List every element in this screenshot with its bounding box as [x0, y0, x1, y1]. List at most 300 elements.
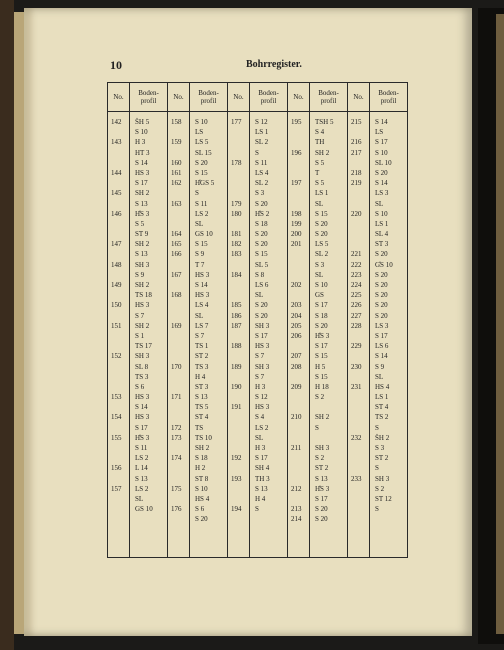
- page-number: 10: [110, 58, 122, 72]
- borehole-number: 208: [291, 362, 302, 371]
- borehole-number: [171, 300, 188, 310]
- borehole-number: 161: [171, 168, 182, 177]
- soil-profile-entry: TH: [315, 138, 325, 147]
- borehole-number: [351, 188, 368, 198]
- borehole-number: 226: [351, 301, 362, 310]
- borehole-number: 158: [171, 118, 182, 126]
- soil-profile-entry: TH 3: [255, 474, 270, 483]
- borehole-number: [111, 402, 128, 412]
- borehole-number: [111, 148, 128, 158]
- borehole-number: 186: [231, 311, 242, 320]
- borehole-number: 215: [351, 118, 362, 126]
- soil-profile-entry: HS 3: [135, 301, 150, 310]
- soil-profile-entry: SH 3: [135, 260, 150, 269]
- soil-profile-entry: S 12: [255, 393, 268, 402]
- soil-profile-entry: TS 17: [135, 342, 152, 351]
- borehole-number: 220: [351, 209, 362, 218]
- soil-profile-entry: S: [195, 189, 199, 198]
- soil-profile-entry: S 20: [375, 311, 388, 320]
- borehole-number: 196: [291, 148, 302, 157]
- borehole-number: [351, 463, 368, 473]
- soil-profile-entry: S 13: [315, 474, 328, 483]
- soil-profile-entry: LS 2: [135, 454, 149, 463]
- soil-profile-entry: S 20: [315, 321, 328, 330]
- soil-profile-entry: H 5: [315, 362, 326, 371]
- borehole-number: [291, 127, 308, 137]
- borehole-number: 146: [111, 209, 122, 218]
- borehole-number: [351, 331, 368, 341]
- borehole-number: [231, 412, 248, 422]
- borehole-number: [171, 402, 188, 412]
- borehole-number: [111, 127, 128, 137]
- soil-profile-entry: ST 2: [315, 464, 329, 473]
- borehole-number: 151: [111, 321, 122, 330]
- soil-profile-entry: TSH 5: [315, 118, 334, 126]
- soil-profile-entry: S 20: [375, 270, 388, 279]
- soil-profile-entry: T: [315, 168, 320, 177]
- soil-profile-entry: S 17: [315, 342, 328, 351]
- soil-profile-entry: H̊S 3: [135, 209, 150, 218]
- soil-profile-entry: S 6: [135, 382, 145, 391]
- borehole-number: [351, 453, 368, 463]
- soil-profile-entry: S 17: [315, 494, 328, 503]
- soil-profile-entry: SL: [255, 291, 264, 300]
- borehole-number: 173: [171, 433, 182, 442]
- borehole-number: 185: [231, 301, 242, 310]
- borehole-number: [171, 311, 188, 321]
- borehole-number: [231, 433, 248, 443]
- soil-profile-entry: S 20: [195, 515, 208, 524]
- borehole-number: [171, 188, 188, 198]
- soil-profile-entry: G̊S 10: [375, 260, 393, 269]
- borehole-number: 224: [351, 281, 362, 289]
- borehole-number: [291, 158, 308, 168]
- borehole-number: 191: [231, 403, 242, 412]
- soil-profile-entry: GS 10: [195, 230, 213, 239]
- borehole-number: 223: [351, 270, 362, 279]
- soil-profile-entry: S 15: [255, 250, 268, 259]
- borehole-number: 160: [171, 158, 182, 167]
- soil-profile-entry: SL: [195, 311, 204, 320]
- borehole-number: 189: [231, 362, 242, 371]
- header-profile: [310, 83, 348, 112]
- header-profile-line: profil: [200, 97, 217, 105]
- borehole-number: 202: [291, 281, 302, 289]
- soil-profile-entry: S 2: [375, 484, 385, 493]
- soil-profile-entry: SL 5: [255, 260, 269, 269]
- soil-profile-entry: S 11: [255, 158, 268, 167]
- header-profile-line: profil: [140, 97, 157, 105]
- borehole-number: [231, 148, 248, 158]
- soil-profile-entry: S 7: [255, 372, 265, 381]
- header-profile: [130, 83, 168, 112]
- soil-profile-entry: S 14: [135, 158, 148, 167]
- borehole-number: [231, 137, 248, 147]
- soil-profile-entry: SL: [375, 372, 384, 381]
- soil-profile-entry: SL 10: [375, 158, 392, 167]
- borehole-number: 170: [171, 362, 182, 371]
- soil-profile-entry: ST 12: [375, 494, 392, 503]
- borehole-number: 210: [291, 413, 302, 422]
- borehole-number: 227: [351, 311, 362, 320]
- borehole-number: [171, 148, 188, 158]
- soil-profile-entry: S 2: [315, 454, 325, 463]
- soil-profile-entry: H 4: [195, 372, 206, 381]
- borehole-number: 205: [291, 321, 302, 330]
- borehole-number: [171, 382, 188, 392]
- soil-profile-entry: S 10: [195, 484, 208, 493]
- soil-profile-entry: SH 2: [135, 240, 150, 249]
- book-spine-left: [0, 0, 14, 650]
- borehole-number: [291, 494, 308, 504]
- soil-profile-entry: S: [315, 423, 319, 432]
- soil-profile-entry: S 12: [255, 118, 268, 126]
- borehole-number: 204: [291, 311, 302, 320]
- header-profile-line: Boden-: [378, 89, 399, 97]
- soil-profile-entry: SL 15: [195, 148, 212, 157]
- borehole-number: [291, 137, 308, 147]
- soil-profile-entry: HS 3: [135, 168, 150, 177]
- soil-profile-entry: SL: [315, 270, 324, 279]
- soil-profile-entry: SL 8: [135, 362, 149, 371]
- soil-profile-entry: SH 2: [315, 148, 330, 157]
- soil-profile-entry: H 18: [315, 382, 329, 391]
- borehole-number: [111, 199, 128, 209]
- borehole-number: 209: [291, 382, 302, 391]
- borehole-number: 174: [171, 454, 182, 463]
- soil-profile-entry: LS 6: [375, 342, 389, 351]
- header-profile: [190, 83, 228, 112]
- soil-profile-entry: SH 2: [135, 189, 150, 198]
- soil-profile-entry: SH 2: [135, 321, 150, 330]
- soil-profile-entry: S̈H 2: [375, 433, 390, 442]
- soil-profile-entry: S 10: [375, 148, 388, 157]
- borehole-number: 217: [351, 148, 362, 157]
- soil-profile-entry: HT 3: [135, 148, 150, 157]
- soil-profile-entry: LS 2: [255, 423, 269, 432]
- soil-profile-entry: ST 9: [135, 230, 149, 239]
- borehole-number: [291, 341, 308, 351]
- borehole-number: 162: [171, 179, 182, 188]
- borehole-number: [111, 331, 128, 341]
- soil-profile-entry: S 13: [135, 474, 148, 483]
- soil-profile-entry: [312, 433, 346, 443]
- header-no: No.: [228, 83, 250, 112]
- soil-profile-entry: LS 1: [375, 219, 389, 228]
- soil-profile-entry: LS 5: [195, 138, 209, 147]
- soil-profile-entry: S 7: [135, 311, 145, 320]
- soil-profile-entry: S 3: [375, 444, 385, 452]
- borehole-number: [171, 341, 188, 351]
- soil-profile-entry: SL 2: [315, 250, 329, 259]
- soil-profile-entry: SL: [315, 199, 324, 208]
- soil-profile-entry: H̊S 2: [255, 209, 270, 218]
- borehole-number: 221: [351, 250, 362, 259]
- soil-profile-entry: S 17: [135, 423, 148, 432]
- soil-profile-entry: S 10: [315, 281, 328, 289]
- borehole-number: 231: [351, 382, 362, 391]
- borehole-number: 153: [111, 393, 122, 402]
- borehole-number: [231, 260, 248, 270]
- soil-profile-entry: S 17: [255, 454, 268, 463]
- borehole-number: [231, 372, 248, 382]
- header-no: No.: [288, 83, 310, 112]
- borehole-number: [231, 178, 248, 188]
- soil-profile-entry: S 11: [135, 444, 148, 452]
- soil-profile-entry: H̊S 3: [135, 433, 150, 442]
- soil-profile-entry: S 13: [135, 199, 148, 208]
- soil-profile-entry: GS: [315, 291, 324, 300]
- borehole-number: [171, 474, 188, 484]
- soil-profile-entry: HS 3: [195, 291, 210, 300]
- header-no: No.: [108, 83, 130, 112]
- borehole-number: 142: [111, 118, 122, 126]
- borehole-number: [351, 239, 368, 249]
- soil-profile-entry: HS 3: [135, 413, 150, 422]
- borehole-number: 175: [171, 484, 182, 493]
- borehole-number: [291, 392, 308, 402]
- soil-profile-entry: S 18: [255, 219, 268, 228]
- soil-profile-entry: SL: [375, 199, 384, 208]
- borehole-number: [231, 423, 248, 433]
- soil-profile-entry: S 11: [195, 199, 208, 208]
- soil-profile-entry: S 5: [315, 158, 325, 167]
- soil-profile-entry: LS 1: [375, 393, 389, 402]
- header-no: No.: [348, 83, 370, 112]
- header-profile-line: profil: [320, 97, 337, 105]
- borehole-number: [231, 280, 248, 290]
- borehole-number: 219: [351, 179, 362, 188]
- soil-profile-entry: H 2: [195, 464, 206, 473]
- borehole-number: 155: [111, 433, 122, 442]
- borehole-number: 156: [111, 464, 122, 473]
- soil-profile-entry: ST 4: [375, 403, 389, 412]
- soil-profile-entry: S 20: [375, 281, 388, 289]
- soil-profile-entry: S 1: [135, 331, 145, 340]
- soil-profile-entry: TS: [195, 423, 204, 432]
- soil-profile-entry: SL 4: [375, 230, 389, 239]
- soil-profile-entry: S 13: [135, 250, 148, 259]
- soil-profile-entry: TS 3: [135, 372, 149, 381]
- soil-profile-entry: S 20: [255, 301, 268, 310]
- soil-profile-entry: S 18: [315, 311, 328, 320]
- borehole-number: 167: [171, 270, 182, 279]
- borehole-number: 179: [231, 199, 242, 208]
- header-profile-line: Boden-: [318, 89, 339, 97]
- soil-profile-entry: SL 2: [255, 179, 269, 188]
- borehole-number: [171, 443, 188, 453]
- soil-profile-entry: S: [375, 464, 379, 473]
- borehole-number: 187: [231, 321, 242, 330]
- soil-profile-entry: S 10: [195, 118, 208, 126]
- soil-profile-entry: TS 3: [195, 362, 209, 371]
- soil-profile-entry: S 13: [255, 484, 268, 493]
- soil-profile-entry: S 7: [195, 331, 205, 340]
- soil-profile-entry: S 17: [375, 331, 388, 340]
- borehole-number: [291, 290, 308, 300]
- soil-profile-entry: SH 2: [195, 444, 210, 452]
- soil-profile-entry: S 14: [375, 352, 388, 361]
- soil-profile-entry: S 3: [255, 189, 265, 198]
- borehole-number: [291, 402, 308, 412]
- soil-profile-entry: S 6: [195, 505, 205, 514]
- borehole-register-table: [107, 82, 408, 558]
- borehole-number: 177: [231, 118, 242, 126]
- soil-profile-entry: SH 2: [315, 413, 330, 422]
- soil-profile-entry: S 17: [135, 179, 148, 188]
- soil-profile-entry: S 17: [315, 301, 328, 310]
- borehole-number: [291, 463, 308, 473]
- borehole-number: 207: [291, 352, 302, 361]
- borehole-number: [351, 402, 368, 412]
- borehole-number: 165: [171, 240, 182, 249]
- header-profile-line: profil: [260, 97, 277, 105]
- borehole-number: 195: [291, 118, 302, 126]
- borehole-number: [111, 382, 128, 392]
- soil-profile-entry: ST 8: [195, 474, 209, 483]
- borehole-number: [171, 127, 188, 137]
- soil-profile-entry: TS 18: [135, 291, 152, 300]
- soil-profile-entry: LS 2: [135, 484, 149, 493]
- borehole-number: 222: [351, 260, 362, 269]
- soil-profile-entry: LS 7: [195, 321, 209, 330]
- header-profile-line: Boden-: [198, 89, 219, 97]
- soil-profile-entry: LS: [375, 128, 384, 137]
- borehole-number: 201: [291, 240, 302, 249]
- soil-profile-entry: S: [375, 423, 379, 432]
- soil-profile-entry: S 5: [135, 219, 145, 228]
- borehole-numbers-col-1: [108, 112, 130, 558]
- borehole-number: [171, 463, 188, 473]
- borehole-number: [231, 188, 248, 198]
- borehole-number: 218: [351, 168, 362, 177]
- soil-profile-entry: S 15: [195, 168, 208, 177]
- borehole-number: [291, 433, 308, 443]
- borehole-numbers-col-4: [288, 112, 310, 558]
- soil-profile-entry: L 14: [135, 464, 148, 473]
- borehole-number: 145: [111, 189, 122, 198]
- soil-profile-entry: S 20: [375, 168, 388, 177]
- borehole-number: 206: [291, 331, 302, 340]
- borehole-number: [231, 219, 248, 229]
- borehole-number: 147: [111, 240, 122, 249]
- soil-profile-entry: S 4: [255, 413, 265, 422]
- soil-profile-entry: S 7: [255, 352, 265, 361]
- soil-profile-entry: T 7: [195, 260, 205, 269]
- soil-profile-entry: ST 2: [375, 454, 389, 463]
- soil-profile-entry: S 3: [315, 260, 325, 269]
- borehole-number: [351, 443, 368, 453]
- soil-profile-entry: S 5: [315, 179, 325, 188]
- borehole-numbers-col-3: [228, 112, 250, 558]
- soil-profile-entry: S 20: [255, 230, 268, 239]
- soil-profile-entry: SH 3: [255, 321, 270, 330]
- borehole-number: 203: [291, 301, 302, 310]
- page-edge-left: [14, 12, 24, 634]
- soil-profiles-col-3: [250, 112, 288, 558]
- borehole-number: [351, 219, 368, 229]
- borehole-number: [111, 443, 128, 453]
- soil-profile-entry: HS 3: [255, 403, 270, 412]
- borehole-number: [111, 474, 128, 484]
- soil-profile-entry: S: [375, 505, 379, 514]
- soil-profile-entry: S 20: [195, 158, 208, 167]
- soil-profile-entry: H 4: [255, 494, 266, 503]
- borehole-number: 159: [171, 138, 182, 147]
- soil-profile-entry: LS 3: [375, 321, 389, 330]
- borehole-number: 144: [111, 168, 122, 177]
- header-no: No.: [168, 83, 190, 112]
- borehole-number: 183: [231, 250, 242, 259]
- borehole-number: 148: [111, 260, 122, 269]
- soil-profile-entry: S 20: [315, 515, 328, 524]
- soil-profile-entry: SL: [135, 494, 144, 503]
- borehole-number: [171, 280, 188, 290]
- borehole-number: [231, 514, 248, 524]
- borehole-number: 180: [231, 209, 242, 218]
- borehole-numbers-col-2: [168, 112, 190, 558]
- soil-profile-entry: S 2: [315, 393, 325, 402]
- soil-profile-entry: S: [255, 148, 259, 157]
- soil-profile-entry: H̊GS 5: [195, 179, 215, 188]
- soil-profile-entry: S 14: [375, 118, 388, 126]
- borehole-number: [111, 249, 128, 259]
- soil-profile-entry: HS 3: [195, 270, 210, 279]
- borehole-number: 198: [291, 209, 302, 218]
- borehole-number: 190: [231, 382, 242, 391]
- soil-profile-entry: S 20: [255, 199, 268, 208]
- borehole-number: [111, 158, 128, 168]
- borehole-number: [111, 178, 128, 188]
- soil-profile-entry: S 20: [375, 291, 388, 300]
- borehole-number: 192: [231, 454, 242, 463]
- borehole-number: [111, 423, 128, 433]
- borehole-number: [231, 351, 248, 361]
- borehole-number: [291, 453, 308, 463]
- soil-profile-entry: S 17: [375, 138, 388, 147]
- borehole-number: [231, 494, 248, 504]
- borehole-number: 143: [111, 138, 122, 147]
- borehole-number: [351, 158, 368, 168]
- soil-profile-entry: ST 3: [195, 382, 209, 391]
- borehole-number: [231, 168, 248, 178]
- borehole-number: [231, 127, 248, 137]
- soil-profile-entry: SL 2: [255, 138, 269, 147]
- soil-profile-entry: [312, 402, 346, 412]
- soil-profile-entry: S 14: [195, 281, 208, 289]
- borehole-number: [351, 199, 368, 209]
- soil-profiles-col-4: [310, 112, 348, 558]
- soil-profiles-col-2: [190, 112, 228, 558]
- soil-profile-entry: S 14: [135, 403, 148, 412]
- borehole-number: 216: [351, 138, 362, 147]
- borehole-number: 188: [231, 342, 242, 351]
- soil-profile-entry: S 10: [375, 209, 388, 218]
- borehole-number: [291, 260, 308, 270]
- page-title: Bohrregister.: [246, 59, 302, 70]
- page-edge-right: [496, 14, 504, 634]
- borehole-number: [291, 168, 308, 178]
- soil-profile-entry: S 20: [255, 240, 268, 249]
- soil-profile-entry: SL: [195, 219, 204, 228]
- soil-profile-entry: S 9: [375, 362, 385, 371]
- soil-profile-entry: S 20: [315, 219, 328, 228]
- header-profile-line: Boden-: [138, 89, 159, 97]
- borehole-number: 150: [111, 301, 122, 310]
- borehole-number: [291, 270, 308, 280]
- borehole-number: 176: [171, 505, 182, 514]
- borehole-number: 214: [291, 515, 302, 524]
